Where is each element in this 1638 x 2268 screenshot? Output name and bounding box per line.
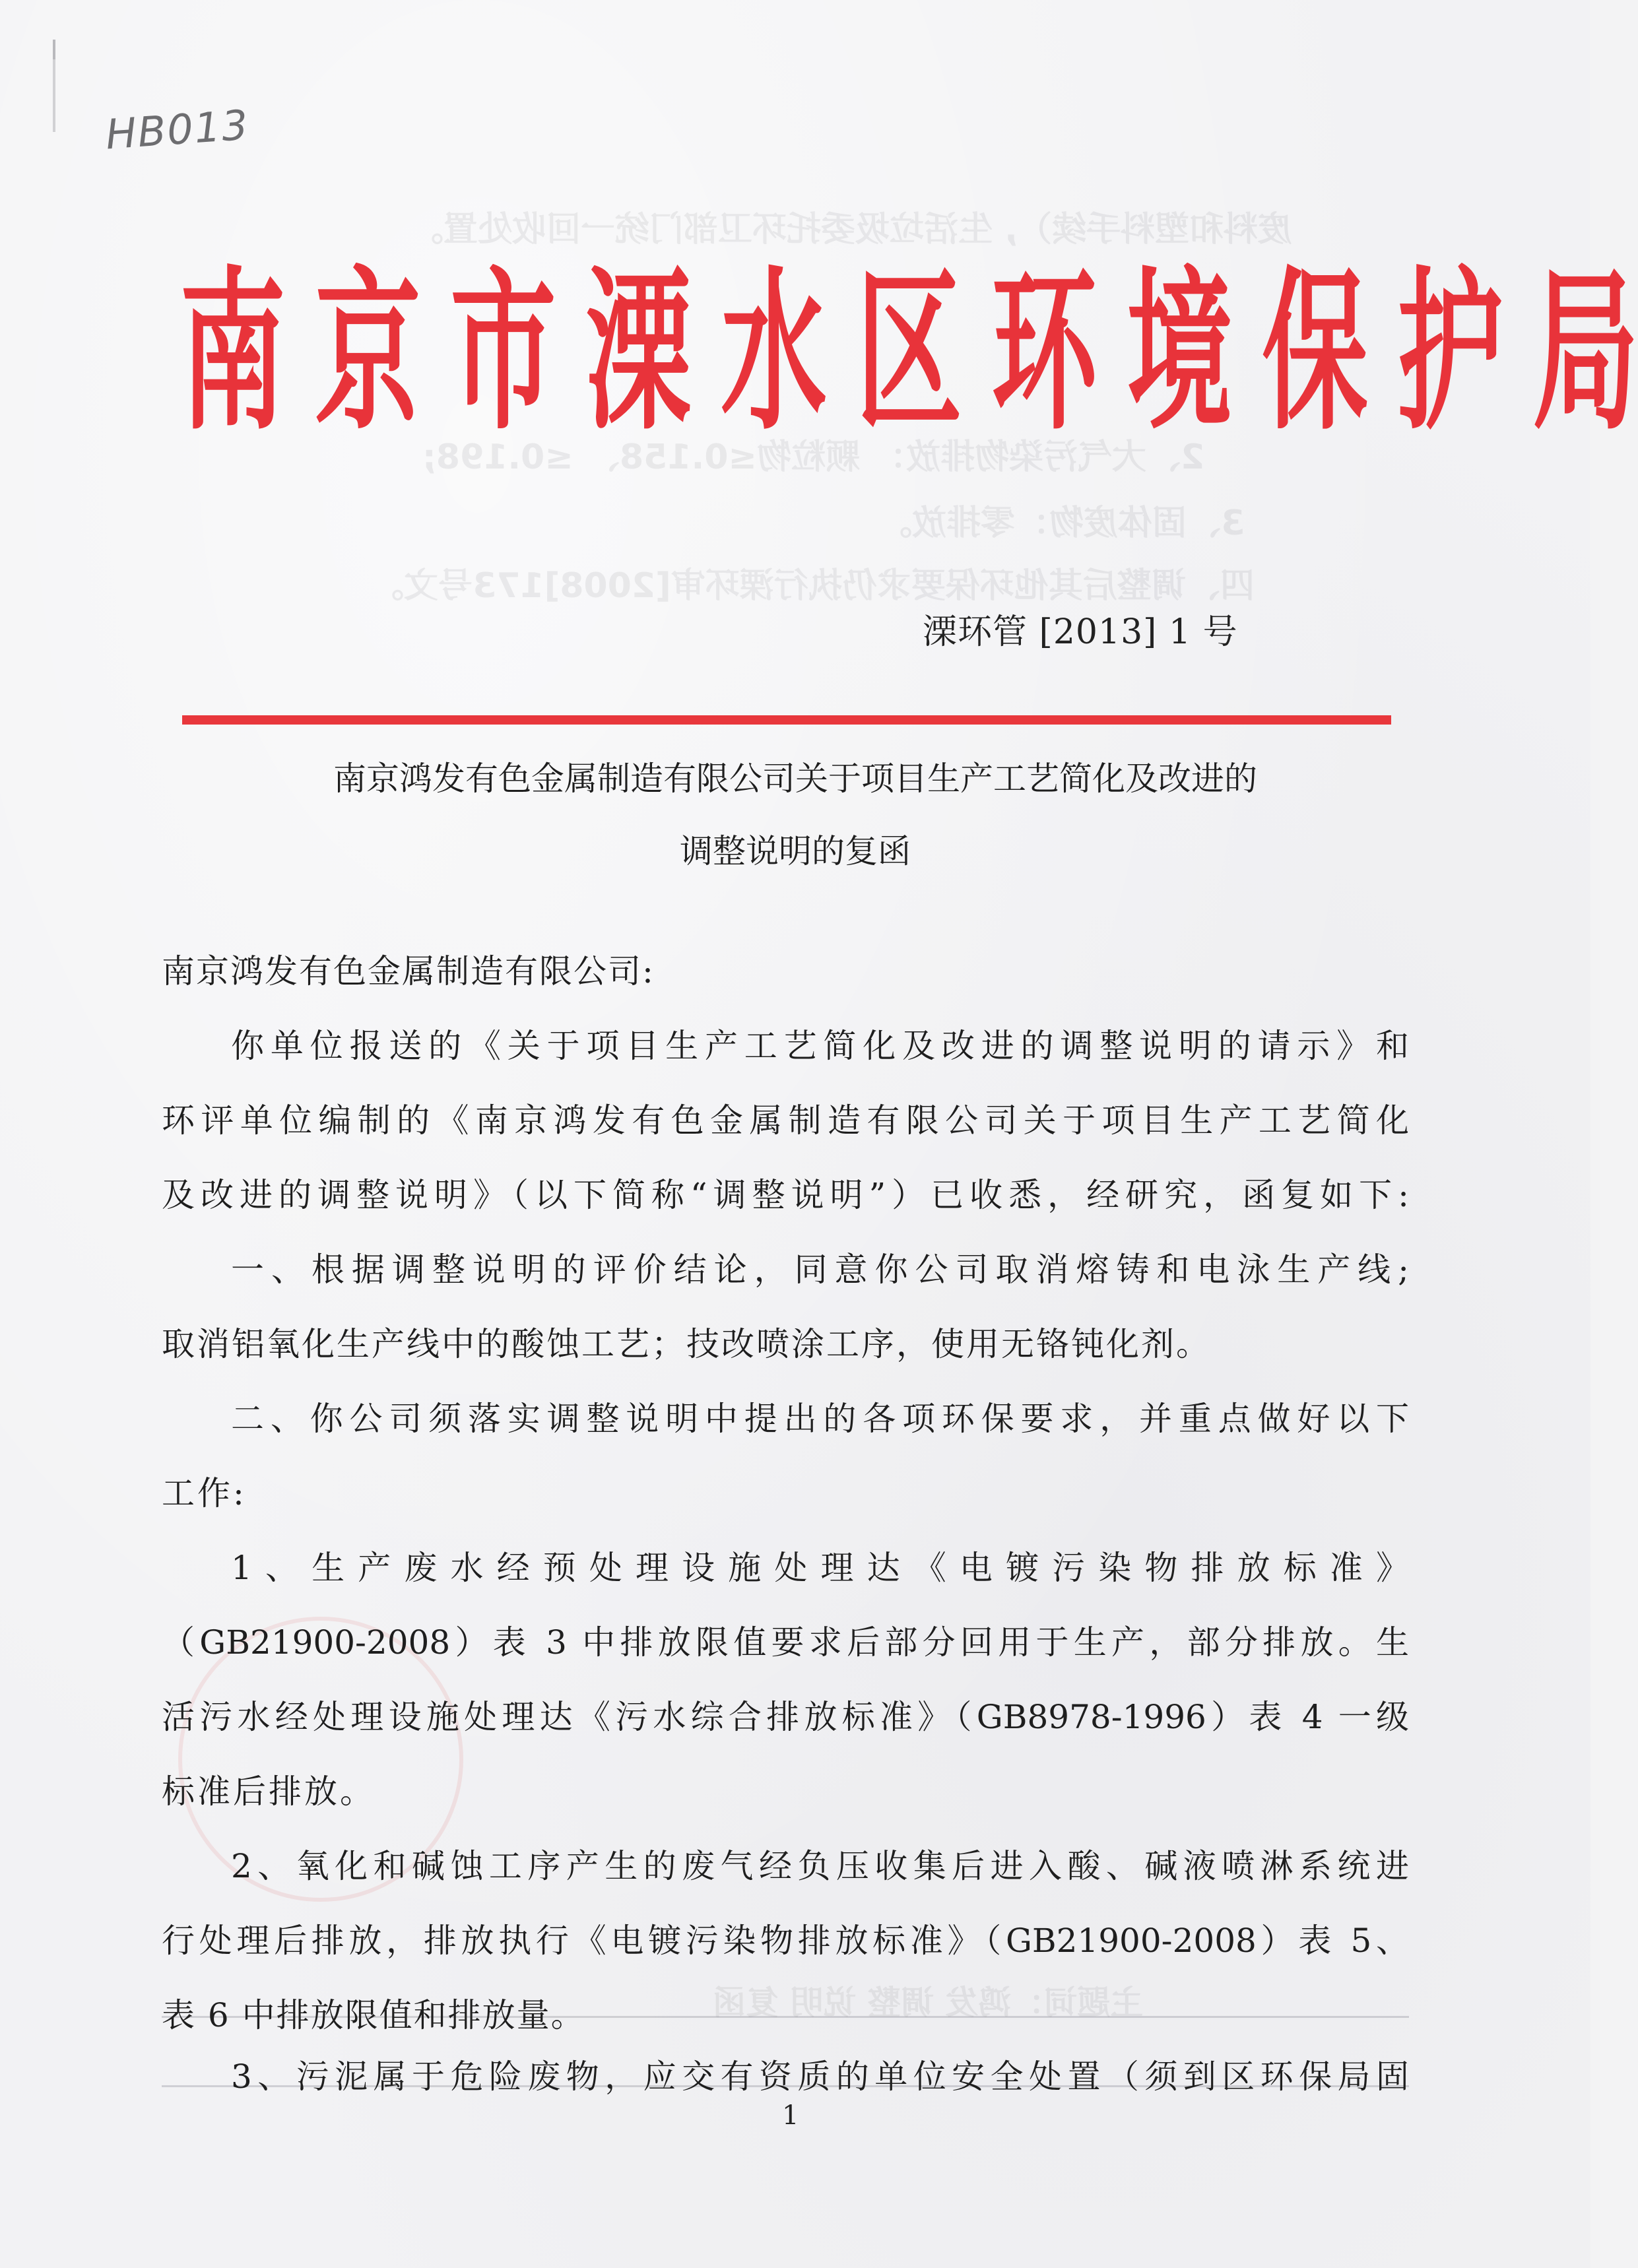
masthead-agency-name: [165, 252, 1638, 453]
body-line: 表 6 中排放限值和排放量。: [162, 1996, 585, 2034]
masthead-char: 护: [1397, 252, 1503, 453]
masthead-char: 水: [721, 252, 827, 453]
document-number: 溧环管 [2013] 1 号: [923, 612, 1238, 652]
body-line: 你单位报送的《关于项目生产工艺简化及改进的调整说明的请示》和: [231, 1027, 1409, 1065]
masthead-char: 溧: [585, 252, 692, 453]
document-title-line-1: 南京鸿发有色金属制造有限公司关于项目生产工艺简化及改进的: [333, 760, 1257, 798]
bleed-through-text: 四、调整后其他环保要求仍执行溧环审[2008]173号文。: [370, 566, 1255, 606]
body-line: 取消铝氧化生产线中的酸蚀工艺；技改喷涂工序，使用无铬钝化剂。: [162, 1325, 1211, 1363]
bleed-through-text: 2、大气污染物排放： 颗粒物≤0.158、 ≤0.198;: [422, 437, 1205, 477]
addressee: 南京鸿发有色金属制造有限公司:: [162, 952, 655, 990]
body-line: 一、根据调整说明的评价结论，同意你公司取消熔铸和电泳生产线;: [231, 1250, 1409, 1289]
body-line: 二、你公司须落实调整说明中提出的各项环保要求，并重点做好以下: [231, 1400, 1409, 1438]
masthead-char: 市: [450, 252, 556, 453]
body-line: （GB21900-2008）表 3 中排放限值要求后部分回用于生产，部分排放。生: [162, 1623, 1409, 1662]
body-line: 2、氧化和碱蚀工序产生的废气经负压收集后进入酸、碱液喷淋系统进: [231, 1847, 1409, 1885]
body-line: 工作:: [162, 1474, 247, 1512]
body-line: 行处理后排放，排放执行《电镀污染物排放标准》（GB21900-2008）表 5、: [162, 1922, 1409, 1960]
binding-mark: [53, 59, 55, 132]
body-line: 3、污泥属于危险废物，应交有资质的单位安全处置（须到区环保局固: [231, 2057, 1409, 2096]
masthead-char: 局: [1532, 252, 1638, 453]
masthead-char: 保: [1262, 252, 1368, 453]
bleed-through-text: 主题词：鸿发 调整 说明 复函: [713, 1984, 1144, 2022]
bleed-through-text: 废料和塑料手续）, 生活垃圾委托环卫部门统一回收处置。: [409, 210, 1292, 249]
red-divider-rule: [182, 715, 1391, 725]
document-title-line-2: 调整说明的复函: [680, 832, 911, 870]
masthead-char: 环: [991, 252, 1097, 453]
page-number: 1: [782, 2100, 799, 2131]
body-line: 标准后排放。: [162, 1772, 376, 1811]
handwritten-archive-code: HB013: [104, 100, 251, 159]
masthead-char: 区: [856, 252, 962, 453]
binding-mark: [53, 40, 55, 59]
masthead-char: 境: [1127, 252, 1233, 453]
masthead-char: 京: [315, 252, 421, 453]
body-line: 及改进的调整说明》（以下简称“调整说明”）已收悉，经研究，函复如下:: [162, 1176, 1409, 1214]
masthead-char: 南: [180, 252, 286, 453]
body-line: 环评单位编制的《南京鸿发有色金属制造有限公司关于项目生产工艺简化: [162, 1101, 1409, 1140]
body-line: 活污水经处理设施处理达《污水综合排放标准》（GB8978-1996）表 4 一级: [162, 1698, 1409, 1736]
body-line: 1、生产废水经预处理设施处理达《电镀污染物排放标准》: [231, 1549, 1409, 1587]
bleed-through-text: 3、固体废物：零排放。: [878, 503, 1245, 543]
